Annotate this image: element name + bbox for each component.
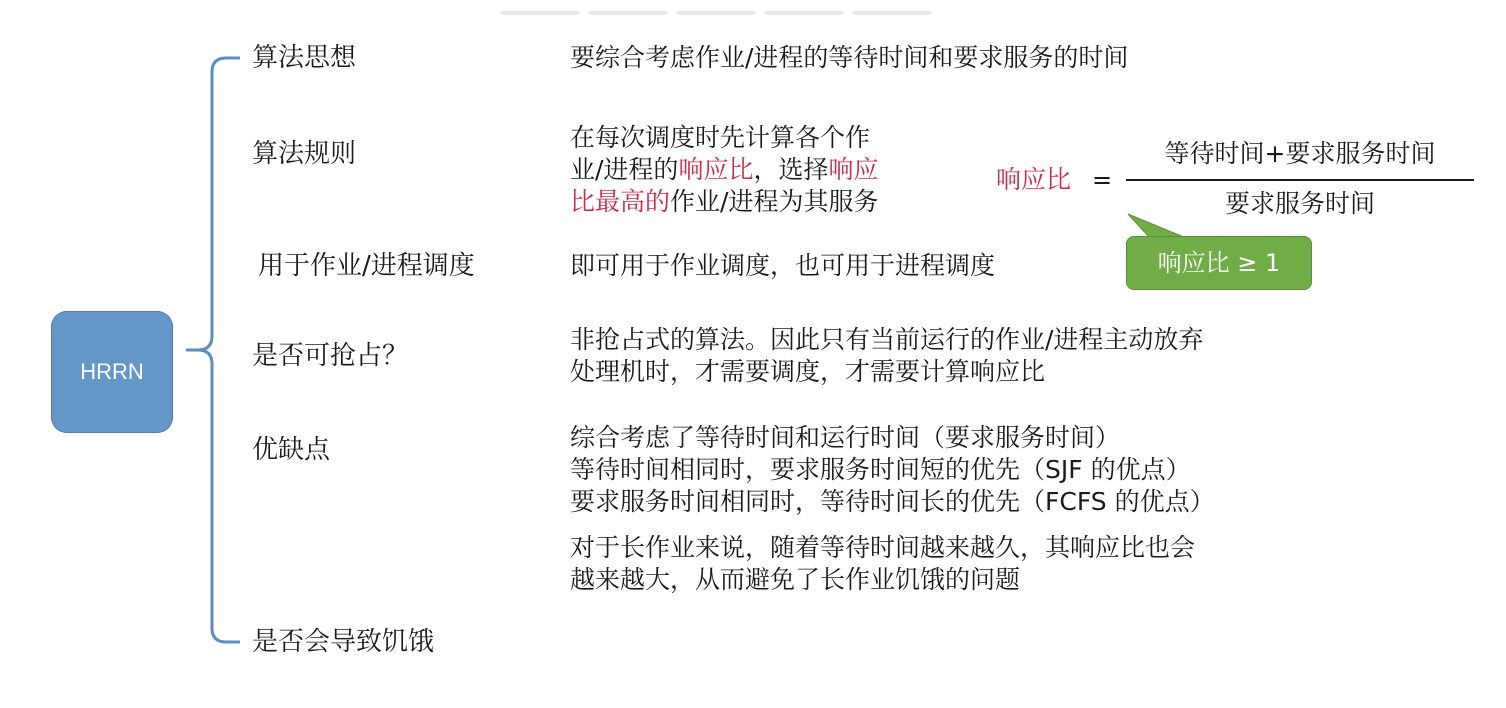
content-pros-cons <box>570 422 1215 518</box>
content-text: 要综合考虑作业/进程的等待时间和要求服务的时间 <box>570 43 1129 72</box>
node-label-starvation: 是否会导致饥饿 <box>252 627 435 657</box>
content-line <box>570 356 1203 388</box>
content-line <box>570 122 878 154</box>
formula-denominator: 要求服务时间 <box>1224 189 1375 218</box>
root-node <box>51 311 173 433</box>
content-text: 对于长作业来说，随着等待时间越来越久，其响应比也会 <box>570 533 1196 562</box>
content-rule <box>570 122 878 218</box>
content-line <box>570 532 1195 564</box>
content-line <box>570 42 1128 74</box>
content-line <box>570 454 1215 486</box>
content-text: 业/进程的 <box>570 155 679 184</box>
content-line <box>570 486 1215 518</box>
node-label-pros-cons: 优缺点 <box>252 435 331 465</box>
node-label-usage: 用于作业/进程调度 <box>258 251 475 281</box>
node-label-idea: 算法思想 <box>252 43 357 73</box>
content-line <box>570 324 1203 356</box>
content-line <box>570 250 995 282</box>
content-text: 即可用于作业调度，也可用于进程调度 <box>570 251 996 280</box>
content-line <box>570 186 878 218</box>
content-text: 等待时间相同时，要求服务时间短的优先（SJF 的优点） <box>570 455 1191 484</box>
content-text: 在每次调度时先计算各个作 <box>570 123 871 152</box>
content-starvation <box>570 532 1195 596</box>
root-label: HRRN <box>80 359 144 384</box>
formula-numerator: 等待时间+要求服务时间 <box>1164 139 1436 168</box>
content-text: ，选择 <box>753 155 829 184</box>
content-idea <box>570 42 1128 74</box>
formula-equals: = <box>1092 166 1113 194</box>
highlight-text: 响应 <box>828 155 879 184</box>
content-line <box>570 422 1215 454</box>
bracket-line <box>186 58 240 642</box>
content-text: 越来越大，从而避免了长作业饥饿的问题 <box>570 565 1021 594</box>
content-text: 要求服务时间相同时，等待时间长的优先（FCFS 的优点） <box>570 487 1215 516</box>
content-text: 作业/进程为其服务 <box>670 187 879 216</box>
ratio-note-callout: 响应比 ≥ 1 <box>1126 236 1312 290</box>
content-text: 处理机时，才需要调度，才需要计算响应比 <box>570 357 1046 386</box>
content-preemptive <box>570 324 1203 388</box>
content-text: 综合考虑了等待时间和运行时间（要求服务时间） <box>570 423 1121 452</box>
content-text: 非抢占式的算法。因此只有当前运行的作业/进程主动放弃 <box>570 325 1204 354</box>
node-label-rule: 算法规则 <box>252 139 357 169</box>
highlight-text: 响应比 <box>678 155 754 184</box>
formula-lhs: 响应比 <box>996 165 1072 194</box>
fraction-bar <box>1126 179 1474 181</box>
content-usage <box>570 250 995 282</box>
content-line <box>570 564 1195 596</box>
highlight-text: 比最高的 <box>570 187 671 216</box>
node-label-preemptive: 是否可抢占？ <box>252 341 409 371</box>
content-line <box>570 154 878 186</box>
